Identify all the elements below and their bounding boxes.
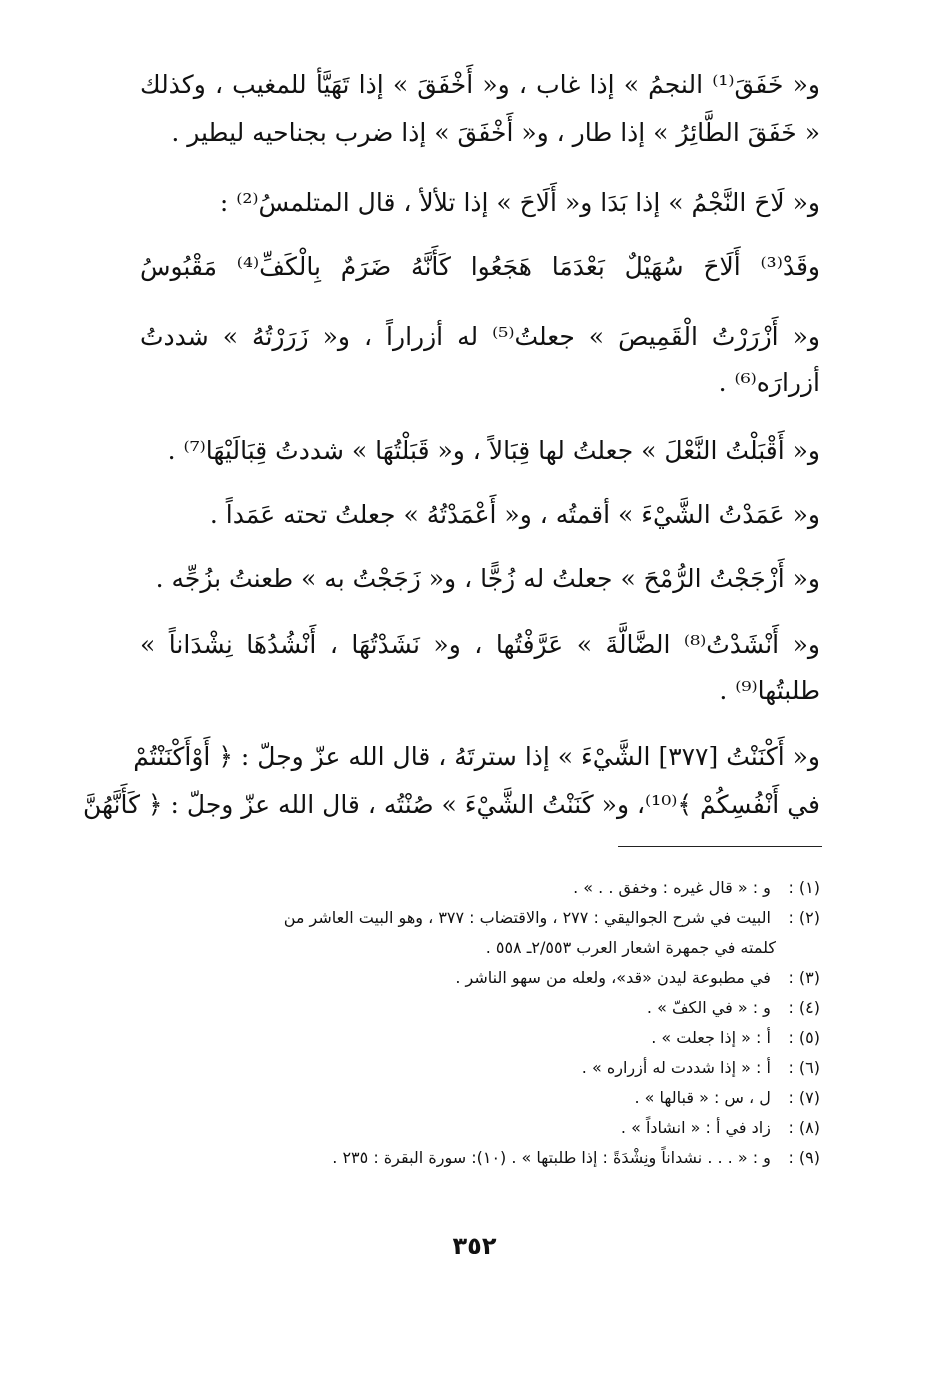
footnote-text: في مطبوعة ليدن «قد»، ولعله من سهو الناشر . bbox=[455, 968, 771, 987]
footnote-2 bbox=[150, 903, 820, 933]
footnote-text: و : « في الكفّ » . bbox=[646, 998, 771, 1017]
footnote-text: و : « قال غيره : وخفق . . » . bbox=[573, 878, 771, 897]
text-line-9: و« أَزْجَجْتُ الرُّمْحَ » جعلتُ له زُجًّا ، و« زَجَجْتُ به » طعنتُ بزُجِّه . bbox=[155, 564, 820, 593]
footnote-number: (٣) : bbox=[788, 968, 820, 987]
footnote-2-continued bbox=[150, 933, 820, 963]
footnote-text: أ : « إذا جعلت » . bbox=[651, 1028, 771, 1047]
footnote-number: (٥) : bbox=[788, 1028, 820, 1047]
footnote-text: أ : « إذا شددت له أزراره » . bbox=[581, 1058, 771, 1077]
text-line-12: و« أَكْنَنْتُ [٣٧٧] الشَّيْءَ » إذا سترتَهُ ، قال الله عزّ وجلّ : ﴿ أَوْأَكْنَنْتُمْ bbox=[133, 742, 820, 771]
footnote-text: و : « . . . نشداناً ونِشْدَةً : إذا طلبتها » . (١٠): سورة البقرة : ٢٣٥ . bbox=[332, 1148, 771, 1167]
footnote-number: (٦) : bbox=[788, 1058, 820, 1077]
footnote-3 bbox=[150, 963, 820, 993]
page-number: ٣٥٢ bbox=[452, 1232, 497, 1260]
text-line-8: و« عَمَدْتُ الشَّيْءَ » أقمتُه ، و« أَعْمَدْتُهُ » جعلتُ تحته عَمَداً . bbox=[209, 500, 820, 529]
footnote-6 bbox=[150, 1053, 820, 1083]
text-line-6: أزرارَه⁽⁶⁾ . bbox=[718, 368, 820, 397]
footnote-number: (٢) : bbox=[788, 908, 820, 927]
verse-line: وقَدْ⁽³⁾ أَلَاحَ سُهَيْلٌ بَعْدَمَا هَجَعُوا كَأَنَّهُ ضَرَمٌ بِالْكَفِّ⁽⁴⁾ مَقْبُوسُ bbox=[140, 252, 820, 281]
text-line-5: و« أَزْرَرْتُ الْقَمِيصَ » جعلتُ⁽⁵⁾ له أزراراً ، و« زَرَرْتُهُ » شددتُ bbox=[140, 322, 820, 351]
footnote-text: البيت في شرح الجواليقي : ٢٧٧ ، والاقتضاب : ٣٧٧ ، وهو البيت العاشر من bbox=[283, 908, 771, 927]
footnotes bbox=[150, 873, 820, 1173]
footnote-1 bbox=[150, 873, 820, 903]
text-line-2: « خَفَقَ الطَّائِرُ » إذا طار ، و« أَخْفَقَ » إذا ضرب بجناحيه ليطير . bbox=[171, 118, 820, 147]
footnote-5 bbox=[150, 1023, 820, 1053]
footnote-7 bbox=[150, 1083, 820, 1113]
text-line-7: و« أَقْبَلْتُ النَّعْلَ » جعلتُ لها قِبَالاً ، و« قَبَلْتُهَا » شددتُ قِبَالَيْهَا⁽⁷⁾ . bbox=[167, 436, 820, 465]
footnote-number: (٤) : bbox=[788, 998, 820, 1017]
text-line-13: في أَنْفُسِكُمْ ﴾⁽¹⁰⁾، و« كَنَنْتُ الشَّيْءَ » صُنْتُه ، قال الله عزّ وجلّ : ﴿ كَأَنَّهُنَّ bbox=[82, 790, 820, 819]
footnote-text: كلمته في جمهرة اشعار العرب ٢/٥٥٣ـ ٥٥٨ . bbox=[485, 938, 776, 957]
footnote-number: (٩) : bbox=[788, 1148, 820, 1167]
footnote-8 bbox=[150, 1113, 820, 1143]
footnote-number: (١) : bbox=[788, 878, 820, 897]
footnote-9 bbox=[150, 1143, 820, 1173]
footnote-divider bbox=[618, 846, 822, 847]
text-line-10: و« أَنْشَدْتُ⁽⁸⁾ الضَّالَّةَ » عَرَّفْتُها ، و« نَشَدْتُهَا ، أَنْشُدُهَا نِشْدَاناً » bbox=[140, 630, 820, 659]
footnote-4 bbox=[150, 993, 820, 1023]
text-line-1: و« خَفَقَ⁽¹⁾ النجمُ » إذا غاب ، و« أَخْفَقَ » إذا تَهَيَّأ للمغيب ، وكذلك bbox=[140, 70, 820, 99]
footnote-number: (٧) : bbox=[788, 1088, 820, 1107]
footnote-number: (٨) : bbox=[788, 1118, 820, 1137]
footnote-text: ل ، س : « قبالها » . bbox=[634, 1088, 771, 1107]
footnote-text: زاد في أ : « انشاداً » . bbox=[620, 1118, 771, 1137]
text-line-3: و« لَاحَ النَّجْمُ » إذا بَدَا و« أَلَاحَ » إذا تلألأ ، قال المتلمسُ⁽²⁾ : bbox=[219, 188, 820, 217]
text-line-11: طلبتُها⁽⁹⁾ . bbox=[719, 676, 820, 705]
